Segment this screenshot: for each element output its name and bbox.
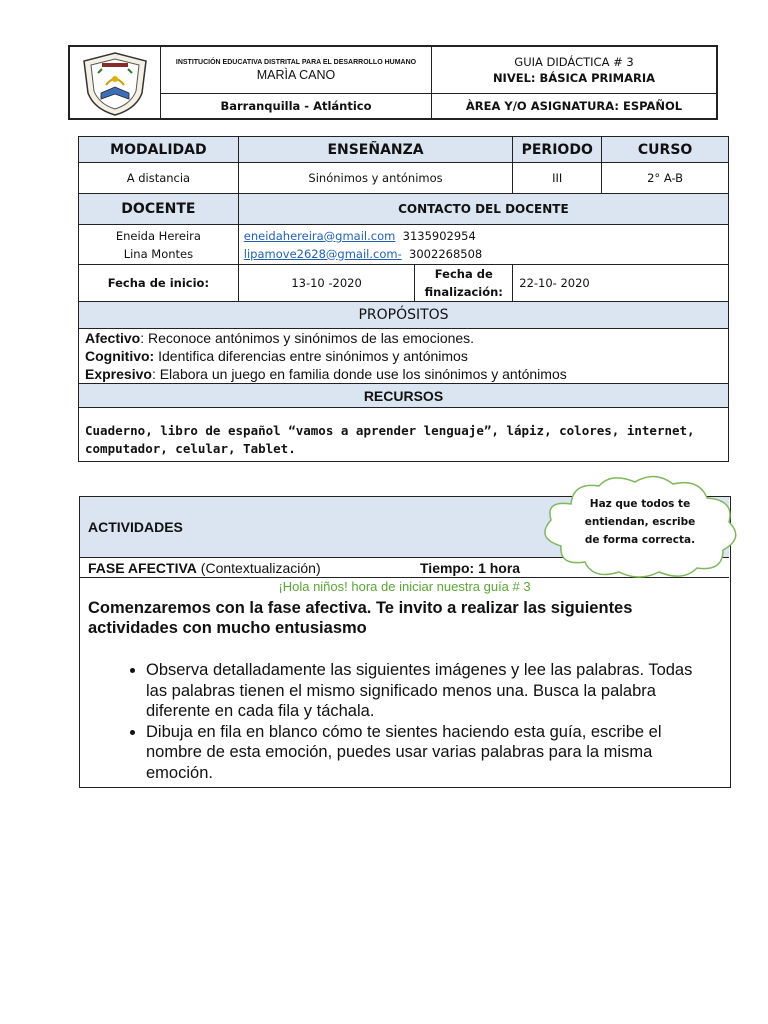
institution-name: INSTITUCIÓN EDUCATIVA DISTRITAL PARA EL DESARROLLO HUMANO <box>175 58 417 66</box>
recursos-header: RECURSOS <box>79 384 729 408</box>
guide-level: NIVEL: BÁSICA PRIMARIA <box>492 71 656 85</box>
email-link[interactable]: lipamove2628@gmail.com- <box>243 246 402 261</box>
tip-text <box>531 495 749 549</box>
tip-line: Haz que todos te <box>589 498 691 510</box>
periodo-value: III <box>513 163 602 194</box>
afectivo-text: : Reconoce antónimos y sinónimos de las emociones. <box>140 330 475 346</box>
fecha-fin-label <box>415 265 513 302</box>
curso-value: 2° A-B <box>602 163 729 194</box>
contacto-header: CONTACTO DEL DOCENTE <box>238 194 728 225</box>
intro-text: Comenzaremos con la fase afectiva. Te invito a realizar las siguientes actividades con mucho entusiasmo <box>88 599 633 637</box>
fecha-inicio-label: Fecha de inicio: <box>79 265 239 302</box>
city-cell <box>161 94 432 118</box>
fecha-fin-value: 22-10- 2020 <box>513 265 729 302</box>
afectivo-label: Afectivo <box>85 330 141 346</box>
docente-name: Eneida Hereira <box>115 228 201 243</box>
fecha-fin-label-line: Fecha de <box>434 267 493 281</box>
tip-line: de forma correcta. <box>584 534 696 546</box>
cognitivo-text: Identifica diferencias entre sinónimos y antónimos <box>154 348 468 364</box>
email-link[interactable]: eneidahereira@gmail.com <box>243 228 396 243</box>
cognitivo-label: Cognitivo: <box>85 348 155 364</box>
modalidad-value: A distancia <box>79 163 239 194</box>
fecha-fin-label-line: finalización: <box>424 285 503 299</box>
greeting: ¡Hola niños! hora de iniciar nuestra guía # 3 <box>278 579 531 594</box>
fecha-inicio-value: 13-10 -2020 <box>238 265 415 302</box>
ensenanza-header: ENSEÑANZA <box>238 137 512 163</box>
tip-line: entiendan, escribe <box>584 516 696 528</box>
phone-number: 3135902954 <box>402 228 476 243</box>
list-item: • Observa detalladamente las siguientes imágenes y lee las palabras. Todas las palabras tienen el mismo significado menos una. Busca la palabra diferente en cada fila y táchala. <box>146 660 710 722</box>
curso-header: CURSO <box>602 137 729 163</box>
fase-name: FASE AFECTIVA <box>88 560 197 576</box>
tiempo: Tiempo: 1 hora <box>420 560 521 576</box>
docente-name: Lina Montes <box>123 246 194 261</box>
expresivo-label: Expresivo <box>85 366 152 382</box>
modalidad-header: MODALIDAD <box>79 137 239 163</box>
guide-cell <box>432 47 716 94</box>
activities-title: ACTIVIDADES <box>88 519 183 535</box>
expresivo-text: : Elabora un juego en familia donde use los sinónimos y antónimos <box>151 366 567 382</box>
contacto-cell <box>238 225 728 265</box>
area: ÀREA Y/O ASIGNATURA: ESPAÑOL <box>465 99 683 113</box>
activities-list <box>110 660 710 783</box>
docente-header: DOCENTE <box>79 194 239 225</box>
ensenanza-value: Sinónimos y antónimos <box>238 163 512 194</box>
institution-cell <box>161 47 432 94</box>
fase-subtitle: (Contextualización) <box>196 560 321 576</box>
guide-info-table <box>78 136 729 462</box>
city: Barranquilla - Atlántico <box>220 99 372 113</box>
school-crest-icon <box>76 49 154 117</box>
school-name: MARÌA CANO <box>256 67 336 82</box>
propositos-body <box>79 329 729 384</box>
periodo-header: PERIODO <box>513 137 602 163</box>
logo-cell <box>70 47 161 118</box>
school-header <box>68 45 718 120</box>
guide-title: GUIA DIDÁCTICA # 3 <box>514 55 634 69</box>
docentes-cell <box>79 225 239 265</box>
fase-label <box>88 560 321 576</box>
list-item: • Dibuja en fila en blanco cómo te sientes haciendo esta guía, escribe el nombre de esta emoción, puedes usar varias palabras para la misma emoción. <box>146 722 710 784</box>
area-cell <box>432 94 716 118</box>
recursos-body: Cuaderno, libro de español “vamos a aprender lenguaje”, lápiz, colores, internet, computador, celular, Tablet. <box>79 408 729 462</box>
tip-bubble <box>531 474 749 580</box>
phone-number: 3002268508 <box>409 246 483 261</box>
propositos-header: PROPÓSITOS <box>79 302 729 329</box>
